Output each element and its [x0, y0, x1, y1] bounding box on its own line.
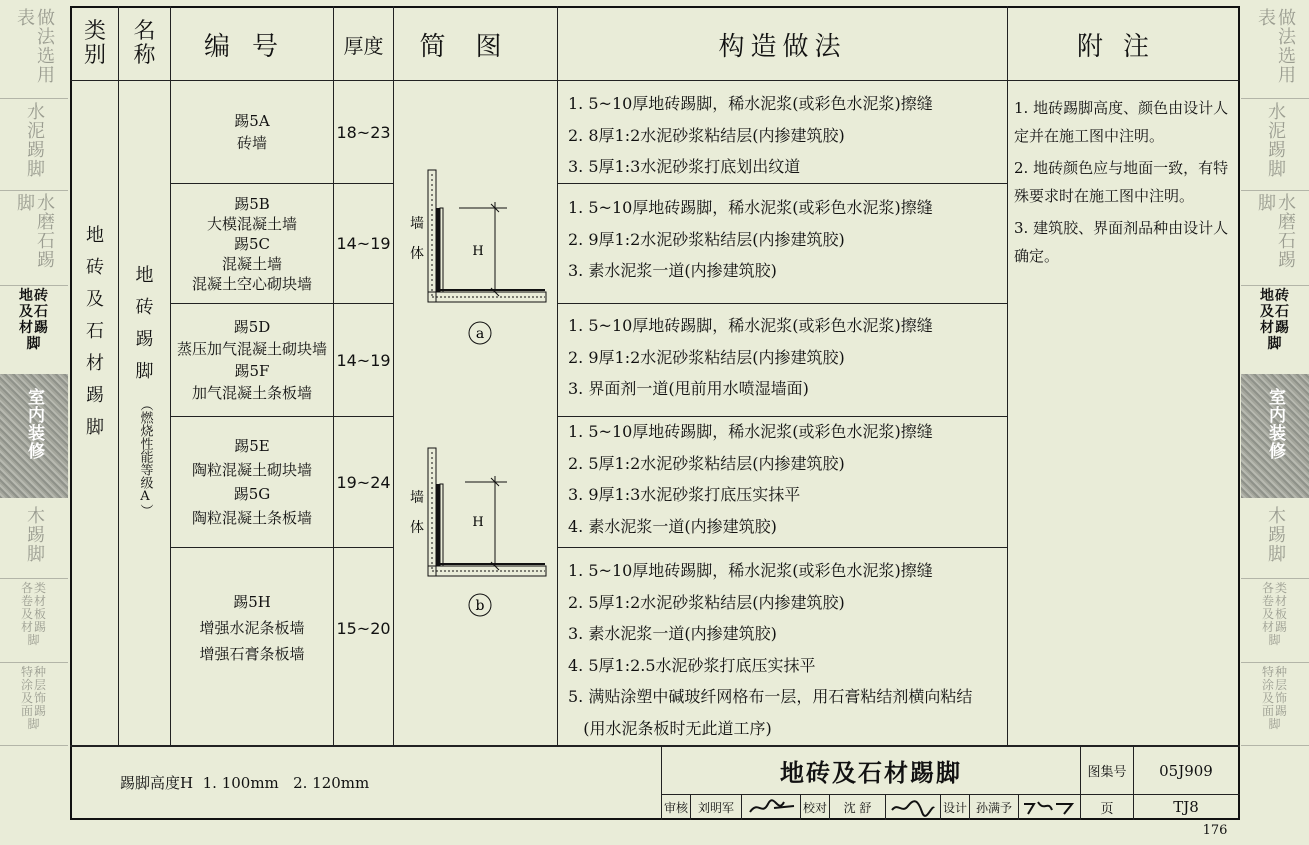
- reviewer-signature: [744, 796, 799, 818]
- category-value: 地砖及石材踢脚: [86, 225, 104, 438]
- header-thickness: 厚度: [343, 33, 384, 58]
- reviewer-name: 刘明军: [697, 800, 734, 815]
- diagram-label-b: b: [475, 598, 485, 614]
- header-name: 名称: [133, 19, 156, 68]
- code-row-1: 踢5A 砖墙: [234, 112, 270, 152]
- drawing-title: 地砖及石材踢脚: [780, 758, 962, 787]
- page-label: 页: [1100, 801, 1114, 817]
- page-code: TJ8: [1173, 798, 1199, 816]
- header-method: 构造做法: [718, 31, 847, 62]
- right-tab-tile-stone-skirting[interactable]: 地砖及石材踢脚: [1260, 288, 1290, 352]
- atlas-label: 图集号: [1087, 765, 1127, 780]
- floor-hatch: [428, 290, 546, 302]
- notes-block: 1. 地砖踢脚高度、颜色由设计人定并在施工图中注明。 2. 地砖颜色应与地面一致，有特殊要求时在施工图中注明。 3. 建筑胶、界面剂品种由设计人确定。: [1014, 99, 1229, 265]
- name-value: 地砖踢脚 （燃烧性能等级A）: [135, 265, 154, 517]
- fire-rating-note: （燃烧性能等级A）: [137, 398, 153, 517]
- checker-name: 沈 舒: [843, 800, 872, 815]
- thickness-row-3: 14~19: [336, 350, 391, 370]
- wall-label-2: 体: [410, 246, 424, 262]
- tab-terrazzo-skirting[interactable]: 水磨石踢脚: [14, 193, 55, 269]
- wall-label-b-2: 体: [410, 520, 424, 536]
- tab-cement-skirting[interactable]: 水泥踢脚: [24, 102, 45, 178]
- thickness-row-5: 15~20: [336, 618, 391, 638]
- code-row-5: 踢5H 增强水泥条板墙 增强石膏条板墙: [199, 593, 305, 663]
- tab-interior-finish[interactable]: 室内装修: [0, 374, 68, 498]
- tab-wood-skirting[interactable]: 木踢脚: [24, 506, 45, 563]
- header-notes: 附注: [1076, 31, 1169, 62]
- tab-tile-stone-skirting[interactable]: 地砖及石材踢脚: [19, 288, 49, 352]
- diagram-label-a: a: [475, 326, 485, 342]
- header-code: 编号: [203, 31, 300, 62]
- method-row-4: 1. 5~10厚地砖踢脚，稀水泥浆(或彩色水泥浆)擦缝 2. 5厚1:2水泥砂浆粘结层(内掺建筑胶) 3. 9厚1:3水泥砂浆打底压实抹平 4. 素水泥浆一道(内掺建筑胶): [568, 422, 933, 536]
- thickness-row-1: 18~23: [336, 122, 391, 142]
- method-row-5: 1. 5~10厚地砖踢脚，稀水泥浆(或彩色水泥浆)擦缝 2. 5厚1:2水泥砂浆粘结层(内掺建筑胶) 3. 素水泥浆一道(内掺建筑胶) 4. 5厚1:2.5水泥砂浆打底压实抹平 5. 满贴涂塑中碱玻纤网格布一层，用石膏粘结剂横向粘结 (用水泥条板时无此道工序): [568, 561, 973, 738]
- checker-signature: [888, 796, 938, 818]
- right-tab-wood-skirting[interactable]: 木踢脚: [1265, 506, 1286, 563]
- sheet-number: 176: [1202, 822, 1228, 838]
- review-label: 审核: [663, 800, 688, 815]
- right-tab-cement-skirting[interactable]: 水泥踢脚: [1265, 102, 1286, 178]
- method-row-3: 1. 5~10厚地砖踢脚，稀水泥浆(或彩色水泥浆)擦缝 2. 9厚1:2水泥砂浆粘结层(内掺建筑胶) 3. 界面剂一道(甩前用水喷湿墙面): [568, 316, 933, 398]
- code-row-4: 踢5E 陶粒混凝土砌块墙 踢5G 陶粒混凝土条板墙: [191, 437, 312, 527]
- wall-hatch-b: [428, 448, 443, 576]
- floor-hatch-b: [428, 564, 546, 576]
- wall-label-b: 墙: [410, 490, 424, 506]
- check-label: 校对: [802, 800, 827, 815]
- designer-name: 孙满予: [975, 800, 1012, 815]
- thickness-row-4: 19~24: [336, 472, 391, 492]
- atlas-number: 05J909: [1159, 761, 1213, 780]
- method-row-2: 1. 5~10厚地砖踢脚，稀水泥浆(或彩色水泥浆)擦缝 2. 9厚1:2水泥砂浆粘结层(内掺建筑胶) 3. 素水泥浆一道(内掺建筑胶): [568, 198, 933, 280]
- h-dimension-label-b: H: [472, 515, 484, 530]
- right-tab-membrane-skirting[interactable]: 各类卷材及板材踢脚: [1261, 581, 1288, 647]
- right-tab-selection-table[interactable]: 做法选用表: [1255, 8, 1296, 84]
- h-dimension-label: H: [472, 244, 484, 259]
- tab-selection-table[interactable]: 做法选用表: [14, 8, 55, 84]
- right-tab-interior-finish[interactable]: 室内装修: [1241, 374, 1309, 498]
- designer-signature: [1020, 796, 1078, 818]
- code-row-2: 踢5B 大模混凝土墙 踢5C 混凝土墙 混凝土空心砌块墙: [191, 194, 312, 293]
- right-tab-special-coating-skirting[interactable]: 特种涂层及饰面踢脚: [1261, 665, 1288, 731]
- tab-membrane-skirting[interactable]: 各类卷材及板材踢脚: [20, 581, 47, 647]
- section-diagram-b: [395, 440, 555, 630]
- header-category: 类别: [83, 19, 106, 68]
- right-tab-terrazzo-skirting[interactable]: 水磨石踢脚: [1255, 193, 1296, 269]
- code-row-3: 踢5D 蒸压加气混凝土砌块墙 踢5F 加气混凝土条板墙: [176, 318, 327, 402]
- method-row-1: 1. 5~10厚地砖踢脚，稀水泥浆(或彩色水泥浆)擦缝 2. 8厚1:2水泥砂浆粘结层(内掺建筑胶) 3. 5厚1:3水泥砂浆打底划出纹道: [568, 94, 933, 176]
- skirting-height-note: 踢脚高度H 1. 100mm 2. 120mm: [120, 773, 370, 792]
- section-diagram-a: [395, 160, 555, 350]
- wall-hatch: [428, 170, 443, 302]
- wall-label: 墙: [410, 216, 424, 232]
- thickness-row-2: 14~19: [336, 234, 391, 253]
- design-label: 设计: [942, 800, 967, 815]
- tab-special-coating-skirting[interactable]: 特种涂层及饰面踢脚: [20, 665, 47, 731]
- header-diagram: 简图: [419, 31, 532, 62]
